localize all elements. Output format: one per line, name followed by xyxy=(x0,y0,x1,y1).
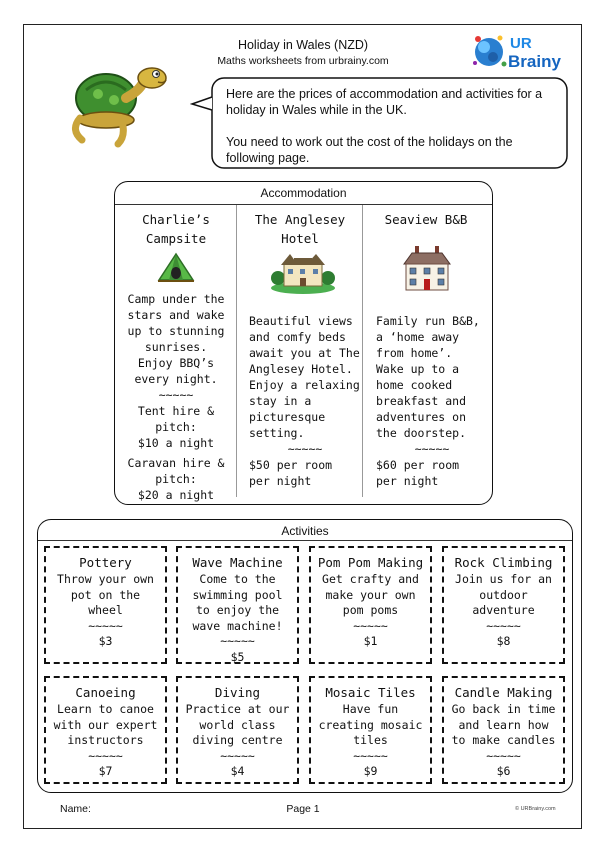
accommodation-option-bnb xyxy=(366,210,486,229)
worksheet-title: Holiday in Wales (NZD) xyxy=(237,38,369,52)
activity-card-candle-making xyxy=(442,676,565,784)
activity-desc: diving centre xyxy=(192,733,283,747)
hotel-icon xyxy=(270,248,336,294)
activity-card-canoeing xyxy=(44,676,167,784)
activity-desc: outdoor xyxy=(479,587,528,602)
activity-desc: Learn to canoe xyxy=(57,702,154,716)
activity-name: Diving xyxy=(214,685,261,700)
detail-line: stay in a xyxy=(249,394,312,408)
activity-desc: Get crafty and xyxy=(322,572,419,586)
detail-line: the doorstep. xyxy=(376,426,467,440)
price-line: $10 a night xyxy=(137,436,215,450)
price-line: $50 per room xyxy=(249,458,333,472)
worksheet-subtitle: Maths worksheets from urbrainy.com xyxy=(217,55,389,67)
activities-heading: Activities xyxy=(281,524,329,538)
activity-desc: tiles xyxy=(353,733,388,747)
urbrainy-logo xyxy=(470,30,570,72)
detail-line: Camp under the xyxy=(127,292,225,306)
divider xyxy=(115,204,492,205)
activity-desc: Throw your own xyxy=(57,572,154,586)
separator-line: ~~~~~ xyxy=(158,388,194,402)
price-line: per night xyxy=(249,474,312,488)
detail-line: Beautiful views xyxy=(249,314,353,328)
activity-desc: with our expert xyxy=(53,717,158,732)
detail-line: Caravan hire & xyxy=(127,456,225,470)
accommodation-details xyxy=(249,313,361,489)
separator-line: ~~~~~ xyxy=(88,618,123,633)
detail-line: pitch: xyxy=(155,420,197,434)
detail-line: Wake up to a xyxy=(376,362,460,376)
accommodation-name: The Anglesey Hotel xyxy=(254,212,346,246)
activity-card-pottery xyxy=(44,546,167,664)
separator-line: ~~~~~ xyxy=(220,748,255,763)
activity-desc: swimming pool xyxy=(192,587,283,602)
divider xyxy=(362,205,363,497)
activity-name: Canoeing xyxy=(75,685,136,700)
intro-paragraph: You need to work out the cost of the holidays on the following page. xyxy=(226,135,513,165)
detail-line: Family run B&B, xyxy=(376,314,480,328)
activity-desc: make your own xyxy=(325,587,416,602)
detail-line: sunrises. xyxy=(144,340,208,354)
activity-card-mosaic-tiles xyxy=(309,676,432,784)
accommodation-heading: Accommodation xyxy=(260,186,347,200)
activity-desc: wheel xyxy=(88,603,123,617)
activity-price: $4 xyxy=(230,764,245,778)
accommodation-option-hotel xyxy=(240,210,360,248)
activity-desc: and learn how xyxy=(458,717,549,732)
separator-line: ~~~~~ xyxy=(88,748,123,763)
activity-name: Rock Climbing xyxy=(454,555,553,570)
svg-text:UR: UR xyxy=(510,35,532,52)
page-number: Page 1 xyxy=(286,803,320,815)
activity-name: Mosaic Tiles xyxy=(325,685,416,700)
speech-bubble-tail xyxy=(190,95,214,113)
detail-line: Enjoy BBQ’s xyxy=(137,356,215,370)
separator-line: ~~~~~ xyxy=(414,442,450,456)
detail-line: Anglesey Hotel. xyxy=(249,362,353,376)
detail-line: picturesque xyxy=(249,410,326,424)
activity-desc: to enjoy the xyxy=(195,603,280,617)
activity-desc: creating mosaic xyxy=(318,717,423,732)
activity-card-diving xyxy=(176,676,299,784)
activity-desc: wave machine! xyxy=(192,618,283,633)
detail-line: up to stunning xyxy=(127,324,225,338)
copyright: © URBrainy.com xyxy=(515,806,556,812)
activity-price: $3 xyxy=(98,634,113,648)
activity-desc: adventure xyxy=(472,603,535,617)
activity-desc: Have fun xyxy=(342,702,399,716)
activity-price: $9 xyxy=(363,764,378,778)
tortoise-mascot-icon xyxy=(66,60,181,150)
detail-line: and comfy beds xyxy=(249,330,346,344)
name-label: Name: xyxy=(60,803,91,815)
activity-desc: pot on the xyxy=(70,587,141,602)
svg-text:Brainy: Brainy xyxy=(508,52,561,71)
activity-desc: Practice at our xyxy=(185,702,290,716)
intro-paragraph: Here are the prices of accommodation and activities for a holiday in Wales while in the UK. xyxy=(226,87,543,117)
accommodation-details xyxy=(118,291,234,503)
divider xyxy=(38,540,572,541)
price-line: $60 per room xyxy=(376,458,460,472)
divider xyxy=(236,205,237,497)
activity-name: Pom Pom Making xyxy=(317,555,424,570)
activity-price: $7 xyxy=(98,764,113,778)
activity-price: $1 xyxy=(363,634,378,648)
separator-line: ~~~~~ xyxy=(353,618,388,633)
activity-price: $8 xyxy=(496,634,511,648)
separator-line: ~~~~~ xyxy=(287,442,323,456)
activity-desc: pom poms xyxy=(342,603,399,617)
activity-card-wave-machine xyxy=(176,546,299,664)
accommodation-details xyxy=(376,313,488,489)
price-line: per night xyxy=(376,474,439,488)
detail-line: a ‘home away xyxy=(376,330,460,344)
activity-card-rock-climbing xyxy=(442,546,565,664)
activity-price: $6 xyxy=(496,764,511,778)
activity-desc: Come to the xyxy=(199,572,276,586)
separator-line: ~~~~~ xyxy=(353,748,388,763)
price-line: $20 a night xyxy=(137,488,215,502)
detail-line: breakfast and xyxy=(376,394,467,408)
activity-desc: Join us for an xyxy=(455,572,552,586)
detail-line: stars and wake xyxy=(127,308,225,322)
detail-line: Enjoy a relaxing xyxy=(249,378,360,392)
activity-name: Wave Machine xyxy=(192,555,283,570)
detail-line: Tent hire & xyxy=(137,404,215,418)
detail-line: await you at The xyxy=(249,346,360,360)
activity-price: $5 xyxy=(230,649,245,664)
intro-text xyxy=(226,86,556,182)
accommodation-name: Charlie’s Campsite xyxy=(142,212,210,246)
detail-line: setting. xyxy=(249,426,305,440)
accommodation-name: Seaview B&B xyxy=(384,212,468,227)
activity-desc: to make candles xyxy=(451,733,556,747)
tent-icon xyxy=(156,250,196,284)
separator-line: ~~~~~ xyxy=(220,634,255,648)
separator-line: ~~~~~ xyxy=(486,618,521,633)
activity-name: Pottery xyxy=(79,555,132,570)
detail-line: pitch: xyxy=(155,472,197,486)
detail-line: from home’. xyxy=(376,346,453,360)
accommodation-option-campsite xyxy=(118,210,234,248)
detail-line: home cooked xyxy=(376,378,453,392)
separator-line: ~~~~~ xyxy=(486,748,521,763)
cottage-icon xyxy=(402,244,452,294)
activity-desc: Go back in time xyxy=(451,702,556,716)
activity-desc: world class xyxy=(199,717,276,732)
activity-card-pom-pom-making xyxy=(309,546,432,664)
detail-line: every night. xyxy=(134,372,218,386)
activity-name: Candle Making xyxy=(454,685,553,700)
activity-desc: instructors xyxy=(67,733,144,747)
detail-line: adventures on xyxy=(376,410,467,424)
